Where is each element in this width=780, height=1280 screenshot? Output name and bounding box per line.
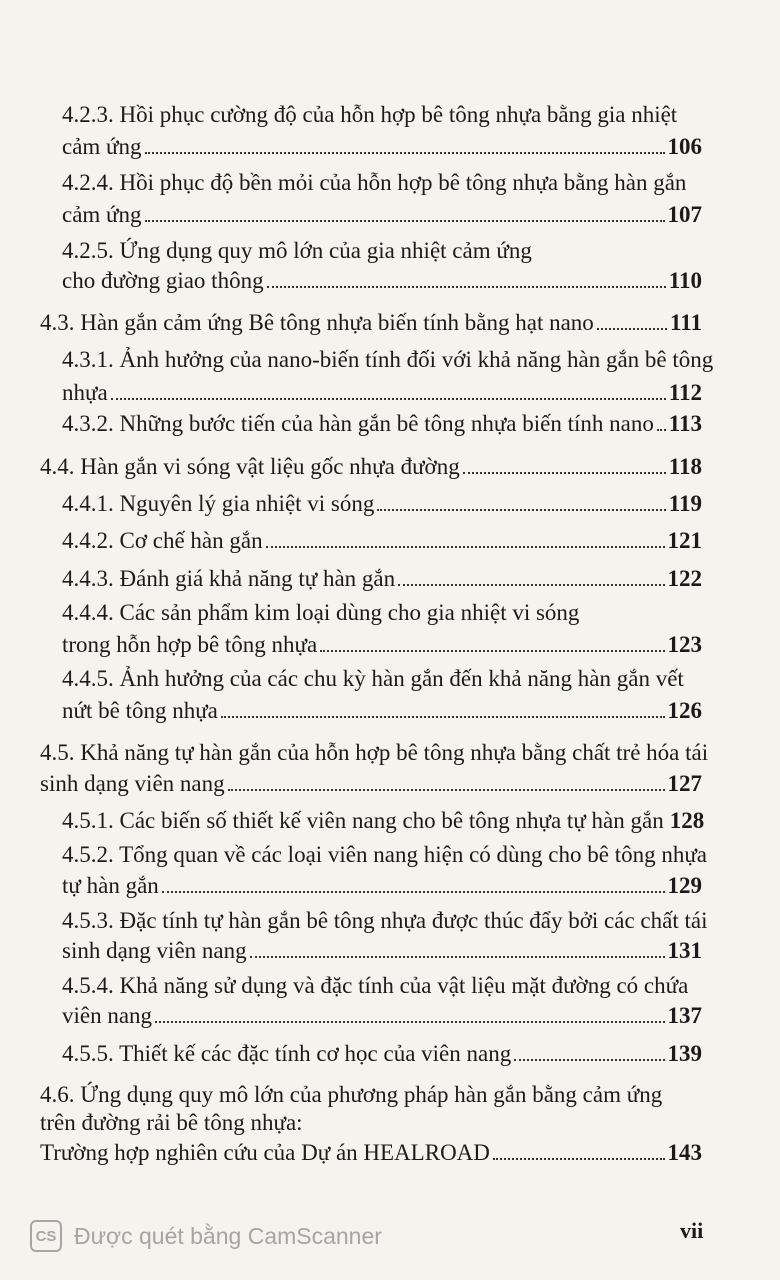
dot-leader — [267, 285, 666, 288]
dot-leader — [145, 151, 665, 154]
toc-page-number: 119 — [668, 491, 702, 516]
toc-entry-text: sinh dạng viên nang — [40, 771, 225, 796]
toc-entry[interactable] — [62, 378, 702, 408]
dot-leader — [162, 890, 665, 893]
toc-entry-line: 4.2.4. Hồi phục độ bền mỏi của hỗn hợp bê tông nhựa bằng hàn gắn — [62, 170, 687, 195]
dot-leader — [514, 1058, 664, 1061]
toc-entry[interactable] — [62, 1039, 702, 1069]
toc-entry-line: 4.2.3. Hồi phục cường độ của hỗn hợp bê tông nhựa bằng gia nhiệt — [62, 102, 678, 127]
toc-page-number: 128 — [669, 808, 705, 833]
toc-entry[interactable] — [62, 200, 702, 230]
toc-entry-line: 4.5.3. Đặc tính tự hàn gắn bê tông nhựa được thúc đẩy bởi các chất tái — [62, 908, 708, 933]
toc-page-number: 111 — [670, 310, 702, 335]
toc-entry-line: 4.3.1. Ảnh hưởng của nano-biến tính đối với khả năng hàn gắn bê tông — [62, 347, 714, 372]
toc-entry[interactable] — [62, 564, 702, 594]
dot-leader — [221, 715, 665, 718]
toc-page-number: 127 — [667, 771, 702, 796]
toc-section-entry[interactable] — [40, 769, 702, 799]
dot-leader — [493, 1157, 665, 1160]
toc-entry-text: 4.5.1. Các biến số thiết kế viên nang cho bê tông nhựa tự hàn gắn — [62, 808, 664, 833]
page-number: vii — [680, 1218, 704, 1243]
dot-leader — [266, 545, 665, 548]
toc-section-entry[interactable] — [40, 308, 702, 338]
toc-entry[interactable] — [62, 936, 702, 966]
toc-entry-line: 4.5. Khả năng tự hàn gắn của hỗn hợp bê tông nhựa bằng chất trẻ hóa tái — [40, 740, 709, 765]
toc-entry[interactable] — [62, 630, 702, 660]
toc-page-number: 126 — [667, 698, 702, 723]
toc-entry[interactable] — [62, 266, 702, 296]
camscanner-watermark — [30, 1220, 382, 1252]
toc-entry[interactable] — [62, 489, 702, 519]
toc-page-number: 143 — [667, 1140, 702, 1165]
dot-leader — [597, 327, 667, 330]
camscanner-logo-icon: CS — [30, 1220, 62, 1252]
toc-entry-text: Trường hợp nghiên cứu của Dự án HEALROAD — [40, 1140, 490, 1165]
toc-entry-text: 4.4.1. Nguyên lý gia nhiệt vi sóng — [62, 491, 375, 516]
toc-entry-text: 4.3. Hàn gắn cảm ứng Bê tông nhựa biến tính bằng hạt nano — [40, 310, 594, 335]
dot-leader — [111, 397, 666, 400]
toc-entry-text: cho đường giao thông — [62, 268, 264, 293]
dot-leader — [657, 428, 666, 431]
toc-entry-text: sinh dạng viên nang — [62, 938, 247, 963]
toc-entry-line: 4.2.5. Ứng dụng quy mô lớn của gia nhiệt cảm ứng — [62, 238, 532, 263]
dot-leader — [398, 583, 664, 586]
toc-entry[interactable] — [62, 526, 702, 556]
toc-entry-text: 4.4.2. Cơ chế hàn gắn — [62, 528, 263, 553]
toc-entry-text: 4.4. Hàn gắn vi sóng vật liệu gốc nhựa đường — [40, 454, 460, 479]
toc-page-number: 118 — [668, 454, 702, 479]
toc-entry-text: cảm ứng — [62, 202, 142, 227]
toc-entry[interactable] — [62, 132, 702, 162]
toc-entry-text: viên nang — [62, 1003, 153, 1028]
toc-entry-line: trên đường rải bê tông nhựa: — [40, 1110, 303, 1135]
toc-entry-line: 4.4.4. Các sản phẩm kim loại dùng cho gia nhiệt vi sóng — [62, 600, 580, 625]
toc-page-number: 106 — [667, 134, 702, 159]
toc-entry-text: nhựa — [62, 380, 108, 405]
dot-leader — [145, 219, 665, 222]
toc-entry-line: 4.6. Ứng dụng quy mô lớn của phương pháp hàn gắn bằng cảm ứng — [40, 1082, 663, 1107]
toc-page-number: 122 — [667, 566, 702, 591]
toc-section-entry[interactable] — [40, 1138, 702, 1168]
toc-page-number: 112 — [668, 380, 702, 405]
toc-entry[interactable] — [62, 696, 702, 726]
toc-section-entry[interactable] — [40, 452, 702, 482]
toc-entry-text: 4.5.5. Thiết kế các đặc tính cơ học của viên nang — [62, 1041, 512, 1066]
toc-page-number: 121 — [667, 528, 702, 553]
toc-entry-text: nứt bê tông nhựa — [62, 698, 218, 723]
toc-entry-text: 4.3.2. Những bước tiến của hàn gắn bê tông nhựa biến tính nano — [62, 411, 654, 436]
toc-entry[interactable] — [62, 1001, 702, 1031]
dot-leader — [320, 649, 664, 652]
toc-entry-text: trong hỗn hợp bê tông nhựa — [62, 632, 318, 657]
camscanner-text: Được quét bằng CamScanner — [74, 1222, 382, 1249]
toc-entry[interactable] — [62, 409, 702, 439]
toc-page-number: 139 — [667, 1041, 702, 1066]
toc-page-number: 107 — [667, 202, 702, 227]
toc-page-number: 113 — [668, 411, 702, 436]
toc-page-number: 110 — [668, 268, 702, 293]
toc-page-number: 131 — [667, 938, 702, 963]
toc-page-number: 137 — [667, 1003, 702, 1028]
dot-leader — [250, 955, 665, 958]
toc-entry-line: 4.5.4. Khả năng sử dụng và đặc tính của vật liệu mặt đường có chứa — [62, 973, 689, 998]
toc-entry-text: cảm ứng — [62, 134, 142, 159]
toc-entry-text: 4.4.3. Đánh giá khả năng tự hàn gắn — [62, 566, 396, 591]
toc-entry-text: tự hàn gắn — [62, 873, 159, 898]
toc-page-number: 129 — [667, 873, 702, 898]
dot-leader — [228, 788, 665, 791]
toc-entry-line: 4.5.2. Tổng quan về các loại viên nang hiện có dùng cho bê tông nhựa — [62, 842, 708, 867]
toc-entry-line: 4.4.5. Ảnh hưởng của các chu kỳ hàn gắn đến khả năng hàn gắn vết — [62, 666, 684, 691]
dot-leader — [155, 1020, 664, 1023]
toc-entry[interactable] — [62, 806, 705, 836]
toc-entry[interactable] — [62, 871, 702, 901]
dot-leader — [463, 471, 666, 474]
dot-leader — [377, 508, 665, 511]
toc-page-number: 123 — [667, 632, 702, 657]
